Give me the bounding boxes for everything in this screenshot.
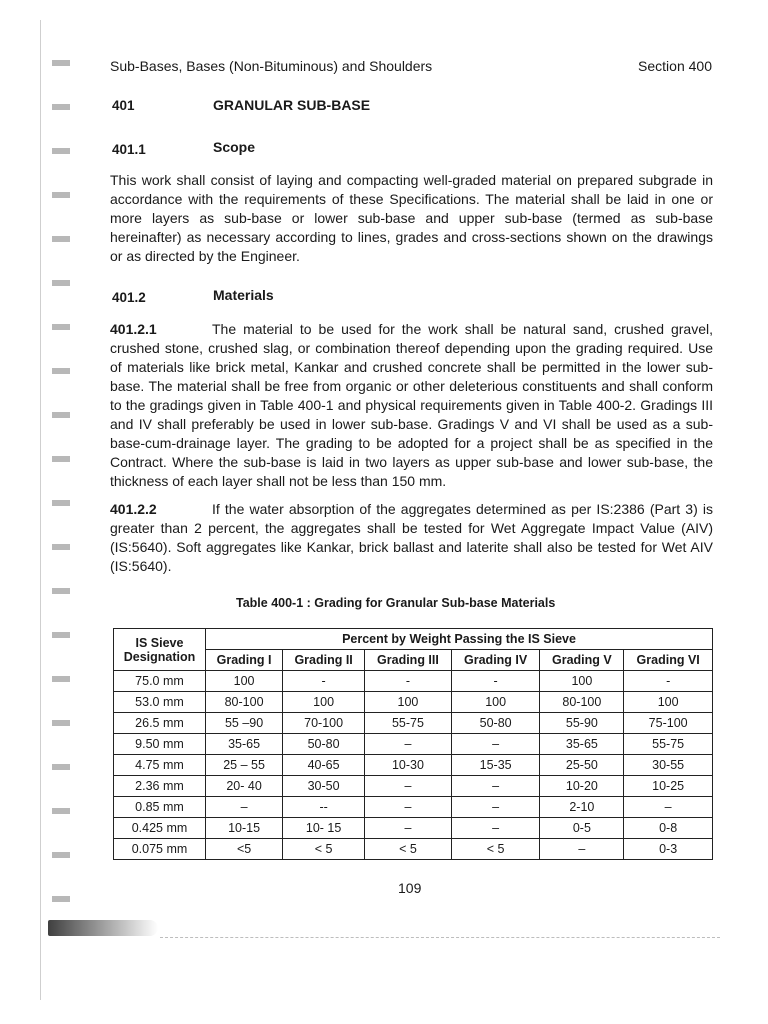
grading-column-header: Grading VI	[624, 650, 713, 671]
sieve-size-cell: 9.50 mm	[114, 734, 206, 755]
percent-passing-cell: 10-25	[624, 776, 713, 797]
percent-passing-cell: –	[540, 839, 624, 860]
percent-passing-cell: 40-65	[283, 755, 365, 776]
running-header-chapter: Sub-Bases, Bases (Non-Bituminous) and Shoulders	[110, 58, 433, 74]
percent-passing-cell: 30-50	[283, 776, 365, 797]
percent-passing-cell: –	[206, 797, 283, 818]
running-header-section: Section 400	[638, 58, 712, 74]
percent-passing-cell: 100	[283, 692, 365, 713]
table-row	[114, 755, 713, 776]
percent-passing-cell: -	[365, 671, 452, 692]
percent-passing-cell: 100	[451, 692, 540, 713]
scan-smudge	[48, 920, 158, 936]
percent-passing-cell: 0-8	[624, 818, 713, 839]
section-title-401-1: Scope	[213, 139, 256, 155]
percent-passing-cell: 10- 15	[283, 818, 365, 839]
percent-passing-cell: –	[451, 797, 540, 818]
paragraph-401-2-2	[110, 500, 713, 576]
percent-passing-cell: 80-100	[206, 692, 283, 713]
percent-passing-cell: 75-100	[624, 713, 713, 734]
percent-passing-cell: –	[451, 776, 540, 797]
percent-passing-cell: 15-35	[451, 755, 540, 776]
sieve-header-line2: Designation	[123, 649, 196, 664]
percent-passing-cell: –	[451, 818, 540, 839]
sieve-header-line1: IS Sieve	[135, 635, 184, 650]
percent-passing-cell: 70-100	[283, 713, 365, 734]
clause-number-401-2-2: 401.2.2	[110, 501, 157, 517]
percent-passing-cell: 100	[540, 671, 624, 692]
section-number-401-2: 401.2	[112, 290, 146, 305]
grading-column-header: Grading V	[540, 650, 624, 671]
percent-passing-cell: 10-15	[206, 818, 283, 839]
sieve-size-cell: 0.425 mm	[114, 818, 206, 839]
percent-passing-cell: –	[365, 797, 452, 818]
percent-passing-cell: < 5	[283, 839, 365, 860]
percent-passing-cell: 50-80	[451, 713, 540, 734]
percent-passing-cell: -	[451, 671, 540, 692]
table-row	[114, 818, 713, 839]
percent-passing-cell: 35-65	[206, 734, 283, 755]
percent-passing-cell: -	[283, 671, 365, 692]
table-row	[114, 776, 713, 797]
table-row	[114, 839, 713, 860]
percent-passing-cell: -	[624, 671, 713, 692]
grading-table-body	[114, 671, 713, 860]
grading-column-header: Grading IV	[451, 650, 540, 671]
percent-passing-cell: –	[451, 734, 540, 755]
percent-passing-cell: 100	[206, 671, 283, 692]
sieve-designation-header	[114, 629, 206, 671]
table-caption: Table 400-1 : Grading for Granular Sub-base Materials	[236, 596, 556, 610]
grading-table	[113, 628, 713, 860]
grading-column-header: Grading II	[283, 650, 365, 671]
section-number-401: 401	[112, 98, 135, 113]
percent-passing-cell: --	[283, 797, 365, 818]
sieve-size-cell: 53.0 mm	[114, 692, 206, 713]
section-title-401-2: Materials	[213, 287, 274, 303]
percent-passing-cell: –	[365, 776, 452, 797]
page-number: 109	[398, 880, 422, 896]
table-row	[114, 797, 713, 818]
percent-passing-cell: 10-20	[540, 776, 624, 797]
percent-passing-cell: 10-30	[365, 755, 452, 776]
percent-passing-cell: 55-75	[365, 713, 452, 734]
percent-passing-cell: –	[365, 818, 452, 839]
grading-column-header: Grading III	[365, 650, 452, 671]
binding-marks	[52, 40, 70, 940]
percent-passing-cell: 2-10	[540, 797, 624, 818]
table-row	[114, 713, 713, 734]
section-title-401: GRANULAR SUB-BASE	[213, 97, 371, 113]
sieve-size-cell: 26.5 mm	[114, 713, 206, 734]
percent-passing-cell: < 5	[365, 839, 452, 860]
footer-rule	[160, 937, 720, 938]
sieve-size-cell: 2.36 mm	[114, 776, 206, 797]
percent-passing-cell: 100	[365, 692, 452, 713]
percent-passing-cell: 0-5	[540, 818, 624, 839]
percent-passing-header: Percent by Weight Passing the IS Sieve	[206, 629, 713, 650]
sieve-size-cell: 75.0 mm	[114, 671, 206, 692]
percent-passing-cell: 80-100	[540, 692, 624, 713]
paragraph-401-2-1	[110, 320, 713, 491]
table-row	[114, 734, 713, 755]
percent-passing-cell: 25 – 55	[206, 755, 283, 776]
percent-passing-cell: 55 –90	[206, 713, 283, 734]
percent-passing-cell: –	[624, 797, 713, 818]
grading-column-header: Grading I	[206, 650, 283, 671]
table-row	[114, 692, 713, 713]
percent-passing-cell: 50-80	[283, 734, 365, 755]
percent-passing-cell: 30-55	[624, 755, 713, 776]
sieve-size-cell: 0.075 mm	[114, 839, 206, 860]
percent-passing-cell: –	[365, 734, 452, 755]
sieve-size-cell: 4.75 mm	[114, 755, 206, 776]
percent-passing-cell: 25-50	[540, 755, 624, 776]
percent-passing-cell: 100	[624, 692, 713, 713]
percent-passing-cell: 20- 40	[206, 776, 283, 797]
table-row	[114, 671, 713, 692]
percent-passing-cell: 35-65	[540, 734, 624, 755]
clause-text-401-2-2: If the water absorption of the aggregates determined as per IS:2386 (Part 3) is greater than 2 percent, the aggregates shall be tested for Wet Aggregate Impact Value (AIV) (IS:5640). Soft aggregates like Kankar, brick ballast and laterite shall also be tested for Wet AIV (IS:5640).	[110, 501, 713, 574]
percent-passing-cell: 55-90	[540, 713, 624, 734]
section-number-401-1: 401.1	[112, 142, 146, 157]
percent-passing-cell: < 5	[451, 839, 540, 860]
page-edge-line	[40, 20, 41, 1000]
scope-paragraph: This work shall consist of laying and compacting well-graded material on prepared subgrade in accordance with the requirements of these Specifications. The material shall be laid in one or more layers as sub-base or lower sub-base and upper sub-base (termed as sub-base hereinafter) as necessary according to lines, grades and cross-sections shown on the drawings or as directed by the Engineer.	[110, 172, 713, 264]
clause-number-401-2-1: 401.2.1	[110, 321, 157, 337]
percent-passing-cell: 55-75	[624, 734, 713, 755]
percent-passing-cell: <5	[206, 839, 283, 860]
percent-passing-cell: 0-3	[624, 839, 713, 860]
clause-text-401-2-1: The material to be used for the work shall be natural sand, crushed gravel, crushed stone, crushed slag, or combination thereof depending upon the grading required. Use of materials like brick metal, Kankar and crushed concrete shall be permitted in the lower sub-base. The material shall be free from organic or other deleterious constituents and shall conform to the gradings given in Table 400-1 and physical requirements given in Table 400-2. Gradings III and IV shall preferably be used in lower sub-base. Gradings V and VI shall be used as a sub-base-cum-drainage layer. The grading to be adopted for a project shall be as specified in the Contract. Where the sub-base is laid in two layers as upper sub-base and lower sub-base, the thickness of each layer shall not be less than 150 mm.	[110, 321, 713, 489]
sieve-size-cell: 0.85 mm	[114, 797, 206, 818]
